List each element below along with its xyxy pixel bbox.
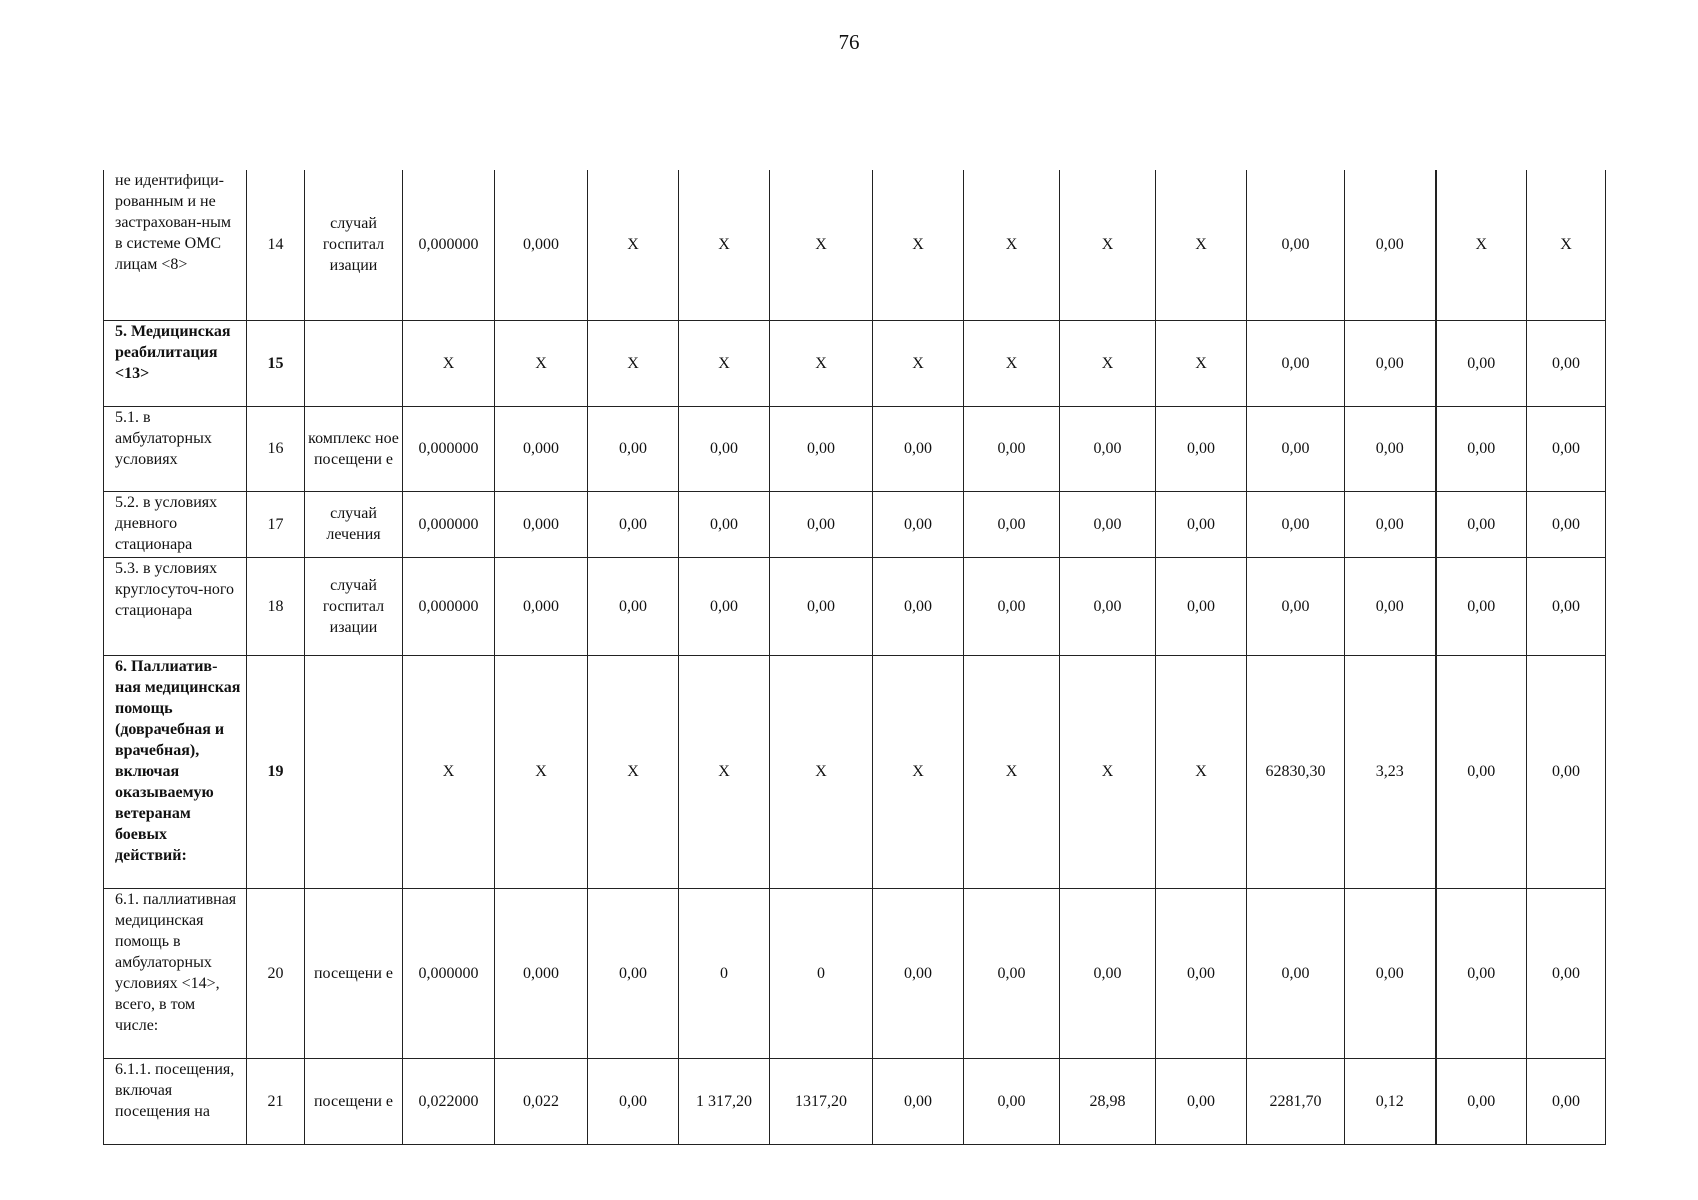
unit-cell (305, 320, 403, 406)
value-cell: X (1156, 655, 1247, 888)
value-cell: X (1060, 320, 1156, 406)
unit-cell: посещени е (305, 1058, 403, 1144)
value-cell: X (495, 320, 588, 406)
value-cell: 0,00 (1345, 170, 1436, 320)
value-cell: 0,00 (1247, 320, 1345, 406)
value-cell: 0,000 (495, 888, 588, 1058)
value-cell: X (770, 170, 873, 320)
value-cell: 0,000000 (403, 888, 495, 1058)
value-cell: X (679, 320, 770, 406)
value-cell: 0,00 (873, 1058, 964, 1144)
value-cell: 0,000 (495, 170, 588, 320)
value-cell: 0,00 (1060, 888, 1156, 1058)
value-cell: 0,00 (1345, 320, 1436, 406)
value-cell: X (403, 320, 495, 406)
row-number: 19 (247, 655, 305, 888)
table-row (104, 888, 1606, 1058)
table-body (104, 170, 1606, 1144)
value-cell: 0,000000 (403, 170, 495, 320)
value-cell: 0 (770, 888, 873, 1058)
value-cell: 0,00 (964, 1058, 1060, 1144)
value-cell: 0,00 (964, 406, 1060, 491)
table-row (104, 557, 1606, 655)
page-number: 76 (838, 30, 860, 54)
value-cell: 0,000 (495, 557, 588, 655)
value-cell: X (588, 655, 679, 888)
value-cell: X (873, 655, 964, 888)
value-cell: 1 317,20 (679, 1058, 770, 1144)
value-cell: 0,00 (873, 557, 964, 655)
unit-cell: комплекс ное посещени е (305, 406, 403, 491)
value-cell: 0,00 (964, 888, 1060, 1058)
row-number: 18 (247, 557, 305, 655)
value-cell: X (1060, 655, 1156, 888)
value-cell: 0,00 (1436, 655, 1527, 888)
value-cell: 0,00 (1156, 406, 1247, 491)
value-cell: 0,00 (1345, 406, 1436, 491)
value-cell: 0,00 (588, 1058, 679, 1144)
value-cell: 0,00 (1436, 491, 1527, 557)
row-number: 20 (247, 888, 305, 1058)
value-cell: 1317,20 (770, 1058, 873, 1144)
value-cell: X (964, 170, 1060, 320)
value-cell: X (770, 320, 873, 406)
value-cell: 0,000000 (403, 491, 495, 557)
value-cell: 0,00 (1247, 170, 1345, 320)
value-cell: 0,00 (1527, 320, 1606, 406)
data-table (103, 170, 1606, 1145)
value-cell: X (1060, 170, 1156, 320)
value-cell: X (403, 655, 495, 888)
value-cell: 2281,70 (1247, 1058, 1345, 1144)
value-cell: X (873, 170, 964, 320)
table-row (104, 406, 1606, 491)
row-name: 6.1.1. посещения, включая посещения на (104, 1058, 247, 1144)
value-cell: X (588, 170, 679, 320)
row-name: 5.3. в условиях круглосуточ-ного стационара (104, 557, 247, 655)
value-cell: X (1527, 170, 1606, 320)
row-name: 6.1. паллиативная медицинская помощь в амбулаторных условиях <14>, всего, в том числе: (104, 888, 247, 1058)
value-cell: 0,00 (1345, 888, 1436, 1058)
value-cell: X (964, 320, 1060, 406)
unit-cell: случай госпитал изации (305, 170, 403, 320)
table-row (104, 655, 1606, 888)
unit-cell: посещени е (305, 888, 403, 1058)
unit-cell (305, 655, 403, 888)
value-cell: 0,00 (1060, 406, 1156, 491)
value-cell: 0,00 (1060, 557, 1156, 655)
value-cell: 0,00 (588, 557, 679, 655)
value-cell: 0,12 (1345, 1058, 1436, 1144)
row-number: 21 (247, 1058, 305, 1144)
value-cell: X (495, 655, 588, 888)
value-cell: 0,00 (1247, 557, 1345, 655)
value-cell: 0,00 (1527, 491, 1606, 557)
value-cell: 0,00 (1527, 406, 1606, 491)
unit-cell: случай лечения (305, 491, 403, 557)
value-cell: 0,022 (495, 1058, 588, 1144)
value-cell: 0,00 (1156, 1058, 1247, 1144)
value-cell: 0,00 (1527, 557, 1606, 655)
value-cell: 0,00 (1156, 557, 1247, 655)
table-row (104, 170, 1606, 320)
value-cell: 0,00 (1247, 406, 1345, 491)
value-cell: 0,00 (1436, 1058, 1527, 1144)
value-cell: 0,00 (1156, 491, 1247, 557)
value-cell: 0,000 (495, 491, 588, 557)
value-cell: 0,00 (588, 406, 679, 491)
value-cell: 0,000000 (403, 557, 495, 655)
value-cell: 0,00 (1436, 557, 1527, 655)
value-cell: X (964, 655, 1060, 888)
row-name: 5. Медицинская реабилитация <13> (104, 320, 247, 406)
value-cell: 0,00 (873, 888, 964, 1058)
value-cell: 0,00 (679, 491, 770, 557)
value-cell: X (770, 655, 873, 888)
value-cell: 0,00 (1156, 888, 1247, 1058)
value-cell: 0,00 (588, 491, 679, 557)
value-cell: 0,00 (1345, 557, 1436, 655)
value-cell: 0,00 (873, 491, 964, 557)
value-cell: X (588, 320, 679, 406)
value-cell: 62830,30 (1247, 655, 1345, 888)
value-cell: 0,00 (1247, 491, 1345, 557)
table-row (104, 1058, 1606, 1144)
row-name: 5.1. в амбулаторных условиях (104, 406, 247, 491)
table-row (104, 320, 1606, 406)
value-cell: 0,00 (1527, 888, 1606, 1058)
row-number: 15 (247, 320, 305, 406)
value-cell: X (1156, 320, 1247, 406)
value-cell: 0 (679, 888, 770, 1058)
value-cell: X (873, 320, 964, 406)
value-cell: 0,00 (1436, 888, 1527, 1058)
row-name: 6. Паллиатив-ная медицинская помощь (доврачебная и врачебная), включая оказываемую ветеранам боевых действий: (104, 655, 247, 888)
value-cell: 0,000 (495, 406, 588, 491)
value-cell: 0,000000 (403, 406, 495, 491)
value-cell: 28,98 (1060, 1058, 1156, 1144)
value-cell: 0,00 (770, 557, 873, 655)
value-cell: 0,00 (1247, 888, 1345, 1058)
value-cell: 0,00 (770, 491, 873, 557)
value-cell: X (679, 655, 770, 888)
value-cell: 0,00 (1527, 1058, 1606, 1144)
value-cell: 0,00 (964, 557, 1060, 655)
value-cell: X (1156, 170, 1247, 320)
value-cell: 0,00 (679, 406, 770, 491)
value-cell: 0,00 (770, 406, 873, 491)
table-row (104, 491, 1606, 557)
row-name: 5.2. в условиях дневного стационара (104, 491, 247, 557)
value-cell: 3,23 (1345, 655, 1436, 888)
unit-cell: случай госпитал изации (305, 557, 403, 655)
row-number: 17 (247, 491, 305, 557)
value-cell: X (679, 170, 770, 320)
value-cell: 0,00 (679, 557, 770, 655)
value-cell: 0,00 (1436, 406, 1527, 491)
value-cell: 0,00 (964, 491, 1060, 557)
value-cell: 0,00 (1527, 655, 1606, 888)
row-name: не идентифици-рованным и не застрахован-ным в системе ОМС лицам <8> (104, 170, 247, 320)
value-cell: 0,00 (1060, 491, 1156, 557)
value-cell: 0,00 (1345, 491, 1436, 557)
value-cell: X (1436, 170, 1527, 320)
value-cell: 0,00 (873, 406, 964, 491)
row-number: 16 (247, 406, 305, 491)
value-cell: 0,00 (588, 888, 679, 1058)
row-number: 14 (247, 170, 305, 320)
value-cell: 0,00 (1436, 320, 1527, 406)
value-cell: 0,022000 (403, 1058, 495, 1144)
